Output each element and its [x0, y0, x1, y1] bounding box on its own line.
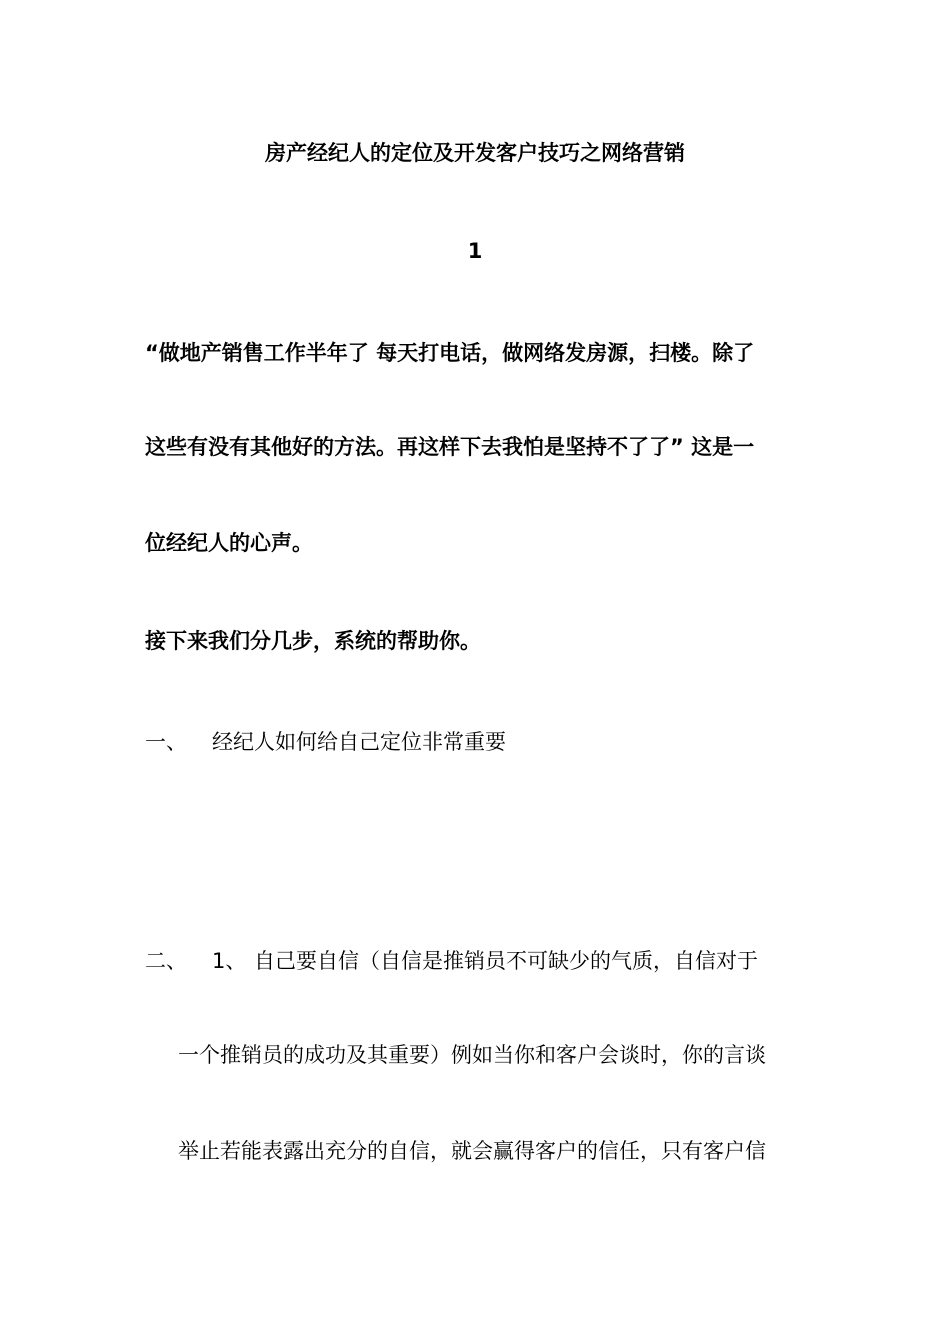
- list-item-2-marker: 二、: [145, 949, 187, 973]
- paragraph-1-line-1: “做地产销售工作半年了 每天打电话，做网络发房源，扫楼。除了: [145, 341, 755, 365]
- page-number: 1: [467, 239, 483, 263]
- list-item-2-text-line-3: 举止若能表露出充分的自信，就会赢得客户的信任，只有客户信: [178, 1139, 766, 1163]
- list-item-2-text-line-1: 自己要自信（自信是推销员不可缺少的气质，自信对于: [254, 949, 758, 973]
- list-item-2: [145, 946, 825, 976]
- paragraph-1-line-2: 这些有没有其他好的方法。再这样下去我怕是坚持不了了” 这是一: [145, 435, 755, 459]
- list-item-1-marker: 一、: [145, 730, 187, 754]
- list-item-2-sub-marker: 1、: [212, 949, 247, 973]
- list-item-1-text: 经纪人如何给自己定位非常重要: [212, 730, 506, 754]
- paragraph-2: 接下来我们分几步，系统的帮助你。: [145, 629, 481, 653]
- list-item-2-text-line-2: 一个推销员的成功及其重要）例如当你和客户会谈时，你的言谈: [178, 1043, 766, 1067]
- document-title: 房产经纪人的定位及开发客户技巧之网络营销: [265, 141, 685, 165]
- paragraph-1-line-3: 位经纪人的心声。: [145, 531, 313, 555]
- list-item-1: [145, 727, 825, 757]
